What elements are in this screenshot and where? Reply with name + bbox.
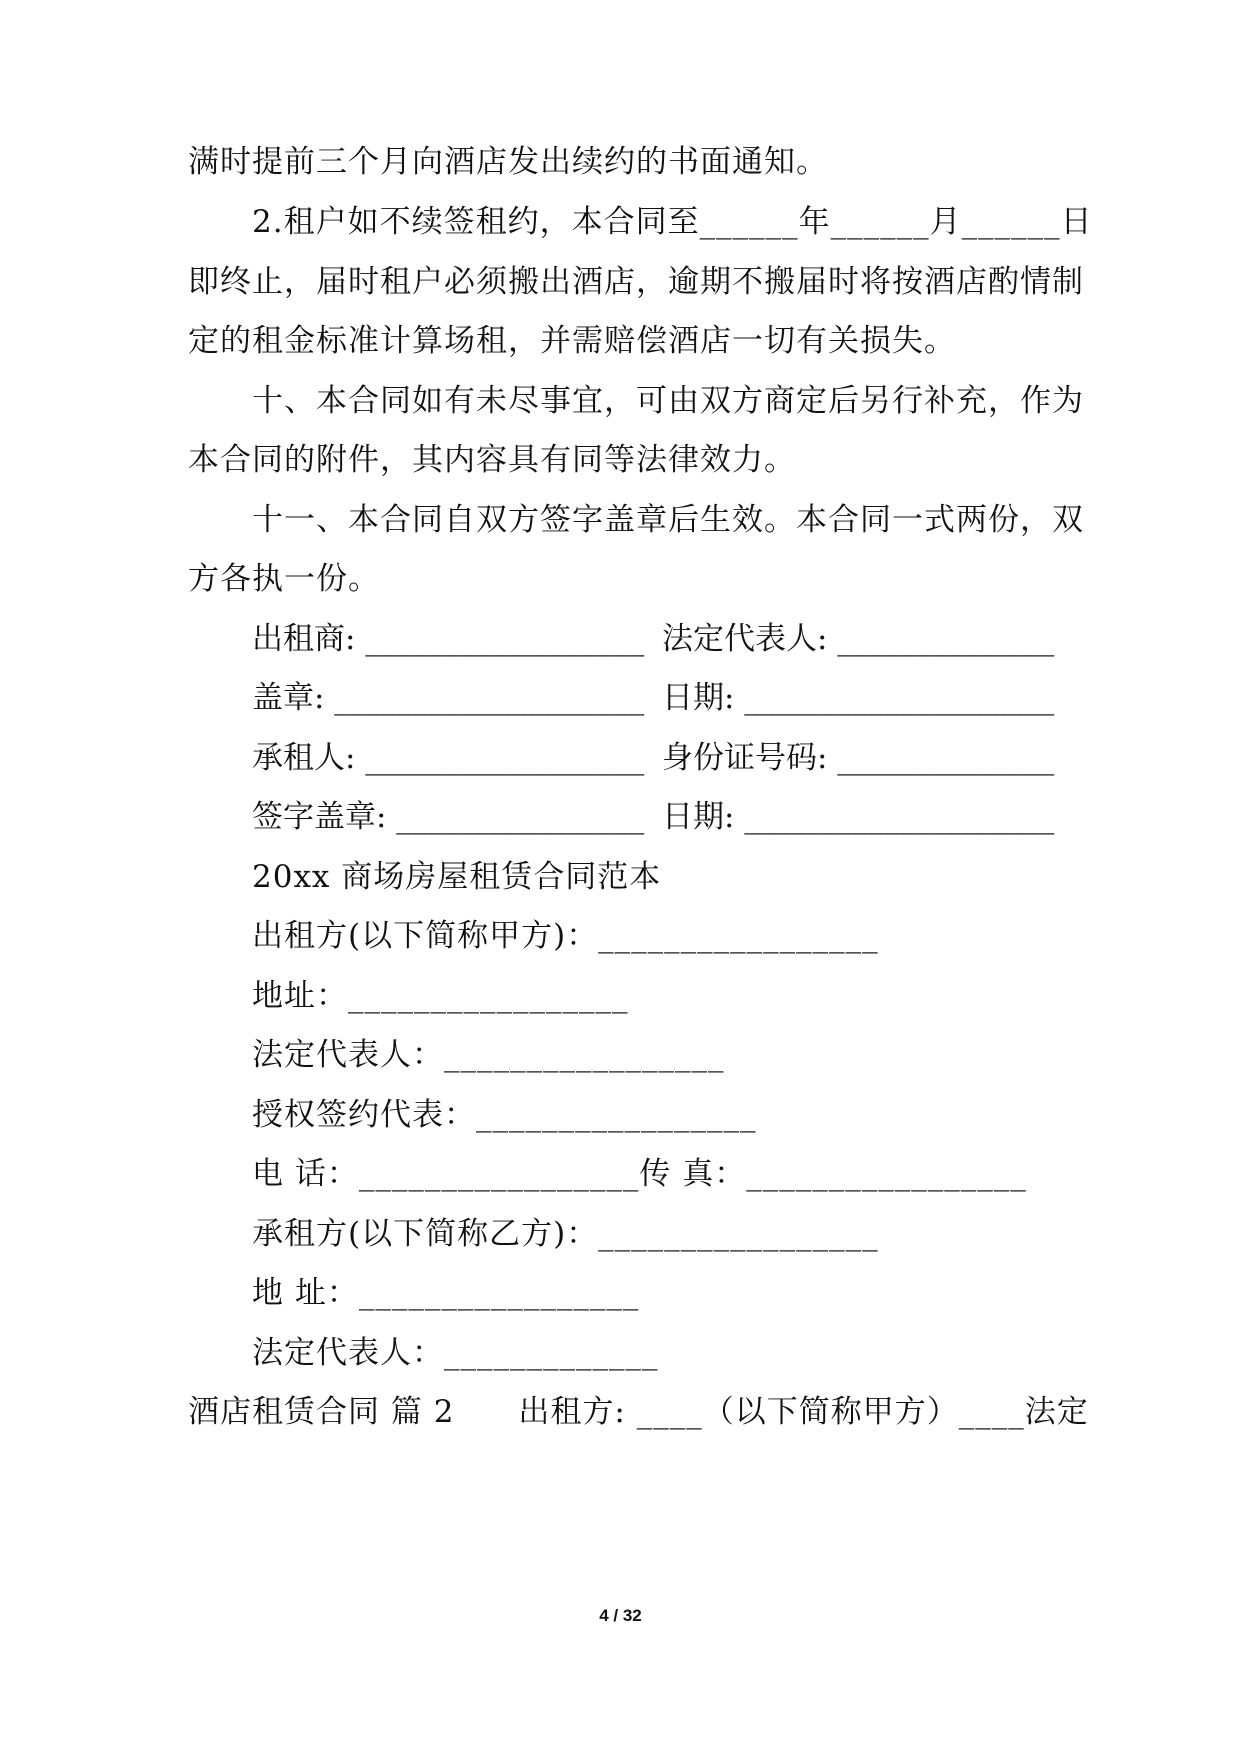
signature-row <box>252 619 1058 659</box>
text-line: 本合同的附件，其内容具有同等法律效力。 <box>188 442 796 478</box>
signature-row <box>252 678 1058 718</box>
signature-row <box>252 738 1058 778</box>
text-line: 酒店租赁合同 篇 2 出租方: ____（以下简称甲方）____法定 <box>188 1394 1089 1430</box>
text-line: 方各执一份。 <box>188 561 380 597</box>
signature-field-label: 出租商: __________________ <box>252 621 645 657</box>
signature-field-label: 法定代表人: ______________ <box>662 621 1055 657</box>
text-line: 出租方(以下简称甲方)：_________________ <box>252 918 879 954</box>
text-line: 电 话：_________________传 真：_________________ <box>252 1156 1027 1192</box>
signature-field-label: 日期: ____________________ <box>662 799 1055 835</box>
text-line: 即终止，届时租户必须搬出酒店，逾期不搬届时将按酒店酌情制 <box>188 264 1084 300</box>
signature-row <box>252 797 1058 837</box>
signature-field-label: 盖章: ____________________ <box>252 680 645 716</box>
section-title: 20xx 商场房屋租赁合同范本 <box>252 859 662 895</box>
text-line: 地址：_________________ <box>252 978 629 1014</box>
text-line: 授权签约代表：_________________ <box>252 1097 757 1133</box>
page-number: 4 / 32 <box>599 1606 642 1625</box>
text-line: 定的租金标准计算场租，并需赔偿酒店一切有关损失。 <box>188 323 956 359</box>
text-line: 法定代表人：_________________ <box>252 1037 725 1073</box>
signature-field-label: 签字盖章: ________________ <box>252 799 645 835</box>
signature-field-label: 日期: ____________________ <box>662 680 1055 716</box>
text-line: 地 址：_________________ <box>252 1275 640 1311</box>
text-line: 满时提前三个月向酒店发出续约的书面通知。 <box>188 144 828 180</box>
text-line: 法定代表人：_____________ <box>252 1335 659 1371</box>
text-line: 2.租户如不续签租约，本合同至______年______月______日 <box>252 204 1093 240</box>
text-line: 十一、本合同自双方签字盖章后生效。本合同一式两份，双 <box>252 502 1084 538</box>
text-line: 十、本合同如有未尽事宜，可由双方商定后另行补充，作为 <box>252 383 1084 419</box>
text-line: 承租方(以下简称乙方)：_________________ <box>252 1216 879 1252</box>
signature-field-label: 承租人: __________________ <box>252 740 645 776</box>
signature-field-label: 身份证号码: ______________ <box>662 740 1055 776</box>
